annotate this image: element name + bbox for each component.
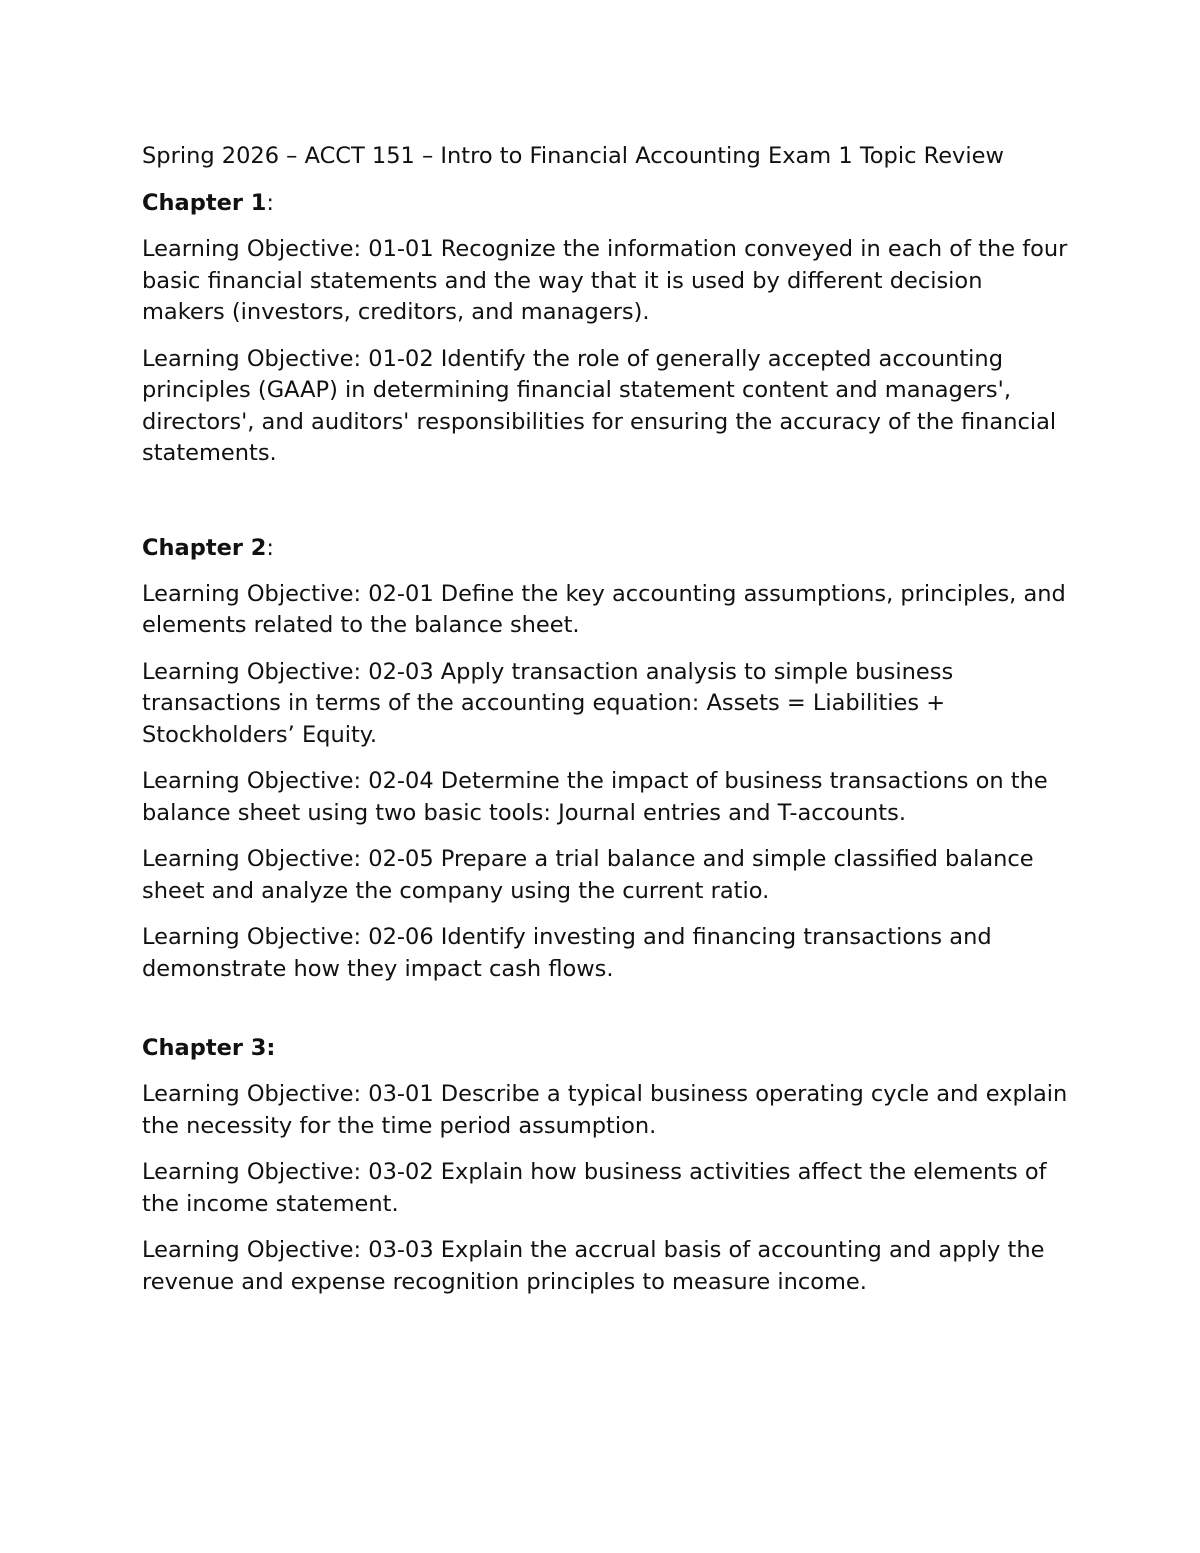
learning-objective: Learning Objective: 02-06 Identify investing and financing transactions and demonstrate how they impact cash flows. — [142, 924, 992, 982]
learning-objective: Learning Objective: 02-01 Define the key accounting assumptions, principles, and elements related to the balance sheet. — [142, 580, 1066, 638]
learning-objective: Learning Objective: 02-03 Apply transaction analysis to simple business transactions in terms of the accounting equation: Assets = Liabilities + Stockholders’ Equity. — [142, 658, 954, 748]
chapter-heading — [142, 187, 1070, 219]
chapter-heading-suffix: : — [266, 190, 275, 216]
chapter-heading-label: Chapter 2 — [142, 534, 267, 561]
learning-objective: Learning Objective: 02-05 Prepare a trial balance and simple classified balance sheet and analyze the company using the current ratio. — [142, 846, 1034, 904]
learning-objective: Learning Objective: 03-03 Explain the accrual basis of accounting and apply the revenue and expense recognition principles to measure income. — [142, 1237, 1045, 1295]
learning-objective: Learning Objective: 03-02 Explain how business activities affect the elements of the income statement. — [142, 1159, 1047, 1217]
chapter-heading — [142, 1032, 1070, 1064]
chapter-3-section — [142, 1032, 1070, 1298]
learning-objective: Learning Objective: 03-01 Describe a typical business operating cycle and explain the necessity for the time period assumption. — [142, 1081, 1068, 1139]
chapter-heading-suffix: : — [266, 534, 275, 561]
chapter-1-section — [142, 187, 1070, 470]
chapter-heading-label: Chapter 3: — [142, 1035, 276, 1061]
chapter-2-section — [142, 532, 1070, 986]
chapter-heading-label: Chapter 1 — [142, 190, 267, 216]
chapter-heading — [142, 532, 1070, 564]
learning-objective: Learning Objective: 01-01 Recognize the information conveyed in each of the four basic financial statements and the way that it is used by different decision makers (investors, creditors, and managers). — [142, 236, 1068, 325]
learning-objective: Learning Objective: 01-02 Identify the role of generally accepted accounting principles (GAAP) in determining financial statement content and managers', directors', and auditors' responsibilities for ensuring the accuracy of the financial statements. — [142, 345, 1057, 466]
learning-objective: Learning Objective: 02-04 Determine the impact of business transactions on the balance sheet using two basic tools: Journal entries and T-accounts. — [142, 768, 1048, 826]
document-title: Spring 2026 – ACCT 151 – Intro to Financial Accounting Exam 1 Topic Review — [142, 143, 1004, 169]
